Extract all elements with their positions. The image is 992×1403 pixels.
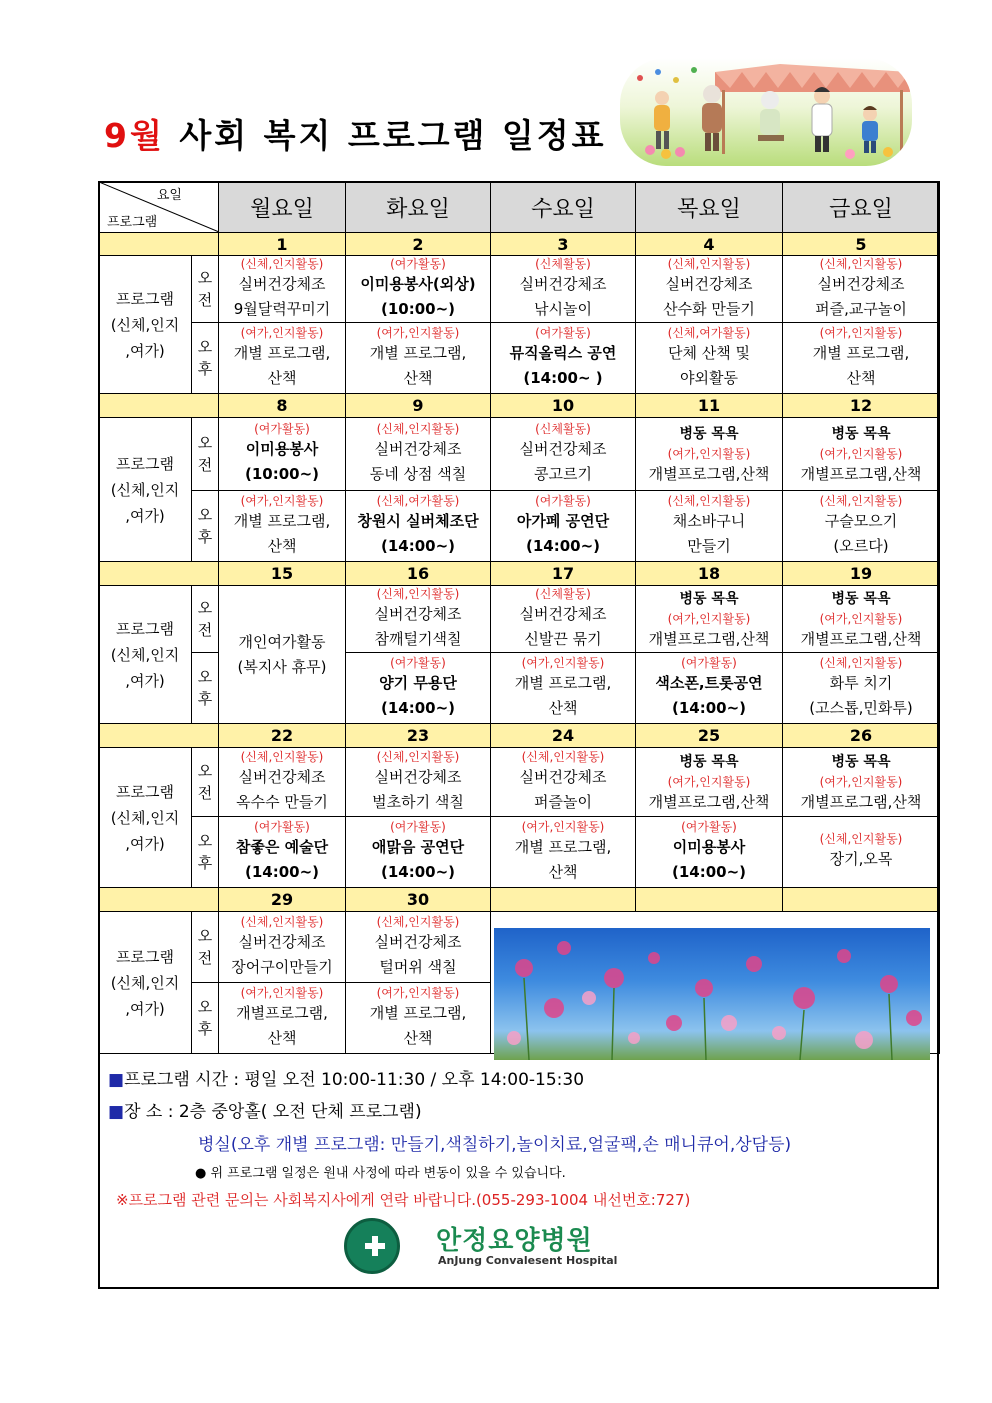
ward-program-note: 병실(오후 개별 프로그램: 만들기,색칠하기,놀이치료,얼굴팩,손 매니큐어,상담등) xyxy=(198,1135,792,1155)
activity-line: 단체 산책 및 xyxy=(668,343,750,362)
activity-line: (14:00~ ) xyxy=(523,368,603,387)
program-label-line: 프로그램 xyxy=(116,782,174,801)
activity-line: 콩고르기 xyxy=(534,464,592,483)
activity-category: (신체,인지활동) xyxy=(376,914,460,929)
activity-line: 참좋은 예술단 xyxy=(235,837,329,856)
square-bullet-icon: ■ xyxy=(108,1070,125,1090)
activity-category: (신체활동) xyxy=(535,256,591,271)
activity-line: (고스톱,민화투) xyxy=(809,698,913,717)
activity-line: (14:00~) xyxy=(671,698,747,717)
activity-line: 개별프로그램,산책 xyxy=(648,629,770,648)
activity-line: 산책 xyxy=(548,862,578,881)
activity-line: 개별 프로그램, xyxy=(514,837,612,856)
activity-line: 장기,오목 xyxy=(829,850,893,868)
activity-category: (신체,인지활동) xyxy=(819,256,903,271)
activity-category: (신체,인지활동) xyxy=(240,914,324,929)
activity-line: 아가페 공연단 xyxy=(516,511,610,530)
activity-line: 창원시 실버체조단 xyxy=(357,511,479,530)
activity-category: (여가활동) xyxy=(390,819,446,834)
activity-line: 개별프로그램,산책 xyxy=(800,792,922,811)
activity-line: 개별 프로그램, xyxy=(369,343,467,362)
activity-line: 실버건강체조 xyxy=(238,274,326,293)
program-label-line: ,여가) xyxy=(125,834,165,853)
activity-line: 산책 xyxy=(267,536,297,555)
activity-category: (여가,인지활동) xyxy=(819,774,903,789)
date-cell: 5 xyxy=(783,233,940,256)
activity-category: (여가,인지활동) xyxy=(521,655,605,670)
activity-line: 색소폰,트롯공연 xyxy=(655,673,763,692)
activity-category: (여가,인지활동) xyxy=(819,611,903,626)
activity-category: (신체,인지활동) xyxy=(819,493,903,508)
date-cell: 25 xyxy=(636,724,783,748)
square-bullet-icon: ■ xyxy=(108,1102,125,1122)
hospital-emblem-icon xyxy=(344,1218,400,1274)
activity-line: 개별 프로그램, xyxy=(233,511,331,530)
title-text: 사회 복지 프로그램 일정표 xyxy=(179,116,607,155)
place-note: ■장 소 : 2층 중앙홀( 오전 단체 프로그램) xyxy=(108,1102,422,1122)
activity-line: 애맑음 공연단 xyxy=(371,837,465,856)
activity-line: 양기 무용단 xyxy=(379,673,457,692)
activity-line: 개별프로그램, xyxy=(236,1003,328,1022)
activity-line: (오르다) xyxy=(833,536,889,555)
activity-line: 실버건강체조 xyxy=(374,439,462,458)
date-cell: 9 xyxy=(346,394,491,418)
activity-category: (여가,인지활동) xyxy=(667,611,751,626)
slot-am-char: 오 xyxy=(197,762,213,780)
activity-category: (여가,인지활동) xyxy=(376,325,460,340)
activity-line: 이미용봉사 xyxy=(245,439,319,458)
activity-category: (신체,인지활동) xyxy=(240,256,324,271)
elderly-illustration xyxy=(620,58,912,166)
activity-line: 동네 상점 색칠 xyxy=(369,464,467,483)
day-header-wed: 수요일 xyxy=(491,182,636,233)
slot-pm-char: 후 xyxy=(197,528,213,546)
corner-day-label: 요일 xyxy=(156,188,182,203)
activity-line: (14:00~) xyxy=(380,698,456,717)
activity-line: 9월달력꾸미기 xyxy=(233,299,331,318)
activity-line: 이미용봉사 xyxy=(672,837,746,856)
activity-line: 개별 프로그램, xyxy=(233,343,331,362)
activity-category: (신체,인지활동) xyxy=(521,749,605,764)
hospital-logo xyxy=(344,1218,674,1278)
program-time-note: ■프로그램 시간 : 평일 오전 10:00-11:30 / 오후 14:00-15:30 xyxy=(108,1070,585,1090)
activity-line: 실버건강체조 xyxy=(238,767,326,786)
activity-line: 개별프로그램,산책 xyxy=(800,629,922,648)
activity-line: 실버건강체조 xyxy=(817,274,905,293)
slot-am-char: 오 xyxy=(197,927,213,945)
corner-program-label: 프로그램 xyxy=(107,215,158,230)
slot-am-char: 전 xyxy=(197,621,213,639)
page-title xyxy=(104,110,606,157)
activity-line: 뮤직올릭스 공연 xyxy=(509,343,617,362)
date-cell: 2 xyxy=(346,233,491,256)
activity-line: 구슬모으기 xyxy=(824,511,898,530)
bath-note: 병동 목욕 xyxy=(679,590,739,607)
date-cell: 22 xyxy=(219,724,346,748)
day-header-tue: 화요일 xyxy=(346,182,491,233)
activity-line: 개별프로그램,산책 xyxy=(648,464,770,483)
activity-line: 야외활동 xyxy=(680,368,738,387)
date-cell: 19 xyxy=(783,562,940,586)
bath-note: 병동 목욕 xyxy=(679,753,739,770)
activity-category: (신체,인지활동) xyxy=(819,832,903,846)
hospital-name-ko: 안정요양병원 xyxy=(436,1226,593,1256)
activity-line: 만들기 xyxy=(687,536,731,555)
date-cell: 26 xyxy=(783,724,940,748)
slot-am-char: 오 xyxy=(197,434,213,452)
activity-category: (신체,여가활동) xyxy=(667,325,751,340)
activity-line: 산수화 만들기 xyxy=(663,299,755,318)
activity-category: (여가,인지활동) xyxy=(376,985,460,1000)
date-cell: 4 xyxy=(636,233,783,256)
activity-category: (여가,인지활동) xyxy=(240,493,324,508)
activity-line: 낚시놀이 xyxy=(534,299,592,318)
activity-line: 벌초하기 색칠 xyxy=(372,792,464,811)
date-cell: 24 xyxy=(491,724,636,748)
bath-note: 병동 목욕 xyxy=(679,425,739,442)
activity-line: 실버건강체조 xyxy=(374,932,462,951)
hospital-name-en: AnJung Convalesent Hospital xyxy=(438,1254,618,1267)
activity-category: (여가,인지활동) xyxy=(521,819,605,834)
activity-line: 신발끈 묶기 xyxy=(524,629,602,648)
activity-category: (신체활동) xyxy=(535,586,591,601)
bath-note: 병동 목욕 xyxy=(831,753,891,770)
activity-line: 산책 xyxy=(267,1028,297,1047)
activity-category: (신체,인지활동) xyxy=(240,749,324,764)
slot-pm-char: 오 xyxy=(197,338,213,356)
activity-line: 실버건강체조 xyxy=(519,604,607,623)
activity-line: 참깨털기색칠 xyxy=(374,629,462,648)
program-label-line: 프로그램 xyxy=(116,289,174,308)
slot-am-char: 오 xyxy=(197,599,213,617)
slot-pm-char: 오 xyxy=(197,998,213,1016)
schedule-change-note: ● 위 프로그램 일정은 원내 사정에 따라 변동이 있을 수 있습니다. xyxy=(195,1166,566,1181)
activity-category: (여가활동) xyxy=(681,819,737,834)
activity-line: 실버건강체조 xyxy=(519,439,607,458)
activity-line: 채소바구니 xyxy=(672,511,746,530)
date-cell: 23 xyxy=(346,724,491,748)
activity-line: 산책 xyxy=(846,368,876,387)
slot-am-char: 전 xyxy=(197,949,213,967)
title-month: 9월 xyxy=(104,116,165,155)
activity-line: 이미용봉사(외상) xyxy=(360,274,476,293)
date-cell: 1 xyxy=(219,233,346,256)
activity-category: (여가,인지활동) xyxy=(667,446,751,461)
date-cell: 8 xyxy=(219,394,346,418)
activity-line: 산책 xyxy=(403,1028,433,1047)
program-label-line: (신체,인지 xyxy=(110,808,180,827)
activity-category: (신체,인지활동) xyxy=(667,493,751,508)
date-cell: 3 xyxy=(491,233,636,256)
activity-category: (여가,인지활동) xyxy=(667,774,751,789)
activity-line: (14:00~) xyxy=(671,862,747,881)
activity-line: 개별프로그램,산책 xyxy=(800,464,922,483)
date-cell: 30 xyxy=(346,888,491,912)
cosmos-flower-photo xyxy=(494,928,930,1060)
program-label-line: 프로그램 xyxy=(116,947,174,966)
activity-line: 개인여가활동 xyxy=(238,632,326,651)
date-cell: 15 xyxy=(219,562,346,586)
activity-line: 실버건강체조 xyxy=(374,604,462,623)
activity-line: 퍼즐놀이 xyxy=(534,792,592,811)
activity-category: (여가활동) xyxy=(254,421,310,436)
date-cell: 11 xyxy=(636,394,783,418)
bath-note: 병동 목욕 xyxy=(831,590,891,607)
activity-line: (14:00~) xyxy=(380,862,456,881)
activity-category: (여가,인지활동) xyxy=(240,985,324,1000)
activity-line: 실버건강체조 xyxy=(519,274,607,293)
program-label-line: (신체,인지 xyxy=(110,480,180,499)
slot-am-char: 오 xyxy=(197,269,213,287)
program-label-line: ,여가) xyxy=(125,999,165,1018)
activity-category: (여가활동) xyxy=(681,655,737,670)
activity-category: (신체,인지활동) xyxy=(819,655,903,670)
day-header-thu: 목요일 xyxy=(636,182,783,233)
activity-category: (신체,인지활동) xyxy=(376,586,460,601)
date-cell: 10 xyxy=(491,394,636,418)
activity-category: (신체,인지활동) xyxy=(376,421,460,436)
activity-category: (신체,인지활동) xyxy=(376,749,460,764)
contact-note: ※프로그램 관련 문의는 사회복지사에게 연락 바랍니다.(055-293-1004 내선번호:727) xyxy=(116,1191,691,1209)
activity-category: (여가활동) xyxy=(535,325,591,340)
activity-line: 화투 치기 xyxy=(829,673,893,692)
date-cell: 16 xyxy=(346,562,491,586)
activity-line: 장어구이만들기 xyxy=(231,957,333,976)
activity-line: 털머위 색칠 xyxy=(379,957,457,976)
program-label-line: ,여가) xyxy=(125,341,165,360)
day-header-mon: 월요일 xyxy=(219,182,346,233)
program-label-line: (신체,인지 xyxy=(110,645,180,664)
activity-category: (신체활동) xyxy=(535,421,591,436)
activity-line: (14:00~) xyxy=(380,536,456,555)
activity-line: 개별 프로그램, xyxy=(514,673,612,692)
activity-line: 실버건강체조 xyxy=(519,767,607,786)
activity-line: 산책 xyxy=(548,698,578,717)
program-label-line: 프로그램 xyxy=(116,619,174,638)
slot-am-char: 전 xyxy=(197,291,213,309)
activity-line: 옥수수 만들기 xyxy=(236,792,328,811)
activity-line: 실버건강체조 xyxy=(374,767,462,786)
day-header-fri: 금요일 xyxy=(783,182,940,233)
program-label-line: ,여가) xyxy=(125,671,165,690)
program-label-line: (신체,인지 xyxy=(110,315,180,334)
activity-line: 실버건강체조 xyxy=(238,932,326,951)
slot-am-char: 전 xyxy=(197,456,213,474)
activity-line: (14:00~) xyxy=(525,536,601,555)
activity-line: (10:00~) xyxy=(244,464,320,483)
date-cell: 17 xyxy=(491,562,636,586)
schedule-frame xyxy=(98,181,939,1289)
activity-category: (여가활동) xyxy=(254,819,310,834)
date-cell: 12 xyxy=(783,394,940,418)
activity-category: (여가활동) xyxy=(390,256,446,271)
slot-pm-char: 오 xyxy=(197,668,213,686)
activity-line: (14:00~) xyxy=(244,862,320,881)
activity-category: (신체,여가활동) xyxy=(376,493,460,508)
activity-line: 개별 프로그램, xyxy=(369,1003,467,1022)
activity-line: 개별 프로그램, xyxy=(812,343,910,362)
activity-line: 개별프로그램,산책 xyxy=(648,792,770,811)
program-label-line: (신체,인지 xyxy=(110,973,180,992)
activity-line: (복지사 휴무) xyxy=(237,657,327,676)
date-cell: 18 xyxy=(636,562,783,586)
activity-line: 실버건강체조 xyxy=(665,274,753,293)
activity-line: (10:00~) xyxy=(380,299,456,318)
activity-category: (여가활동) xyxy=(390,655,446,670)
activity-category: (신체,인지활동) xyxy=(667,256,751,271)
activity-line: 퍼즐,교구놀이 xyxy=(815,299,907,318)
activity-category: (여가,인지활동) xyxy=(819,325,903,340)
activity-category: (여가,인지활동) xyxy=(240,325,324,340)
slot-pm-char: 오 xyxy=(197,506,213,524)
date-cell: 29 xyxy=(219,888,346,912)
activity-line: 산책 xyxy=(267,368,297,387)
activity-category: (여가,인지활동) xyxy=(819,446,903,461)
slot-pm-char: 오 xyxy=(197,832,213,850)
program-label-line: 프로그램 xyxy=(116,454,174,473)
slot-pm-char: 후 xyxy=(197,690,213,708)
slot-am-char: 전 xyxy=(197,784,213,802)
bath-note: 병동 목욕 xyxy=(831,425,891,442)
slot-pm-char: 후 xyxy=(197,854,213,872)
program-label-line: ,여가) xyxy=(125,506,165,525)
activity-line: 산책 xyxy=(403,368,433,387)
slot-pm-char: 후 xyxy=(197,360,213,378)
slot-pm-char: 후 xyxy=(197,1020,213,1038)
activity-category: (여가활동) xyxy=(535,493,591,508)
